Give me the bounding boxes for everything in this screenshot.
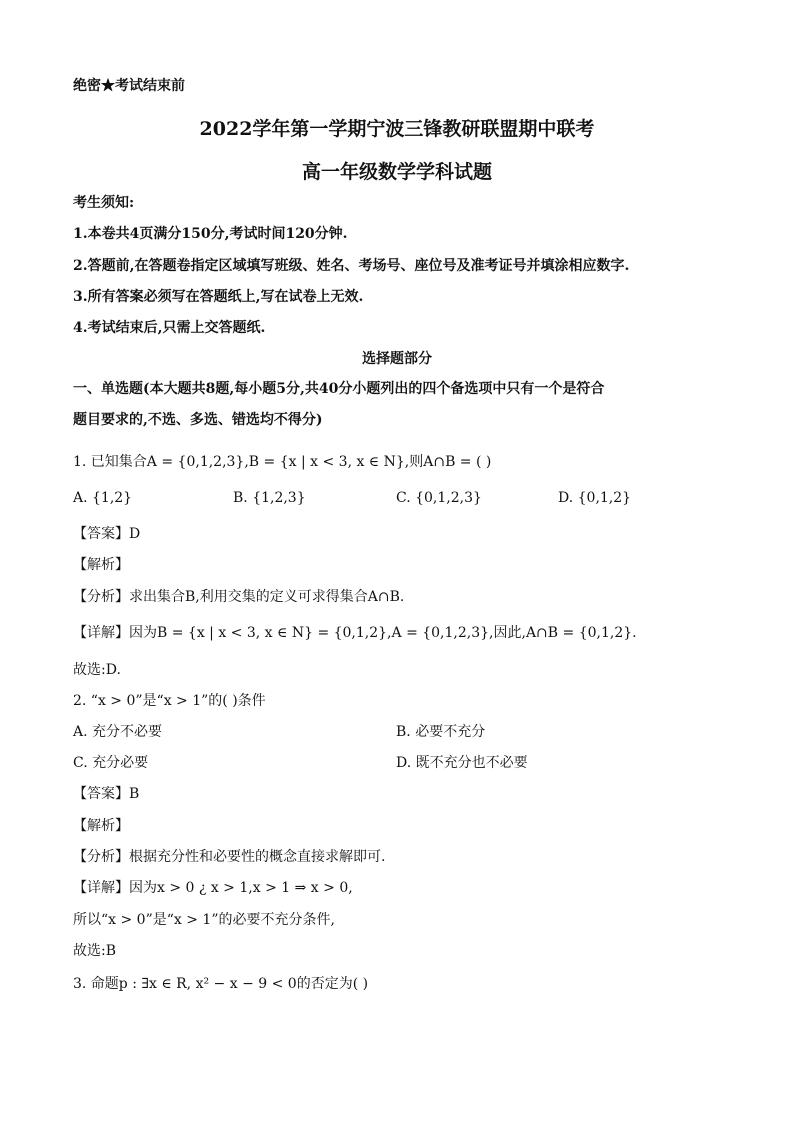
notice-item: 4.考试结束后,只需上交答题纸.	[73, 320, 266, 336]
notice-item: 1.本卷共4页满分150分,考试时间120分钟.	[73, 226, 348, 242]
section-title: 选择题部分	[362, 351, 432, 367]
notice-heading: 考生须知:	[73, 195, 135, 211]
q1-option-a: A. {1,2}	[73, 490, 133, 506]
exam-subtitle: 高一年级数学学科试题	[301, 161, 492, 183]
q2-option-d: D. 既不充分也不必要	[396, 755, 528, 771]
q2-xiangjie: 【详解】因为x > 0 ¿ x > 1,x > 1 ⇒ x > 0,	[73, 880, 353, 896]
part-instructions: 一、单选题(本大题共8题,每小题5分,共40分小题列出的四个备选项中只有一个是符合	[73, 381, 605, 397]
q2-fenxi: 【分析】根据充分性和必要性的概念直接求解即可.	[73, 849, 386, 865]
q2-analysis-label: 【解析】	[73, 818, 129, 834]
q2-option-c: C. 充分必要	[73, 755, 149, 771]
q1-xiangjie: 【详解】因为B = {x | x < 3, x ∈ N} = {0,1,2},A = {0,1,2,3},因此,A∩B = {0,1,2}.	[73, 625, 637, 641]
exam-title: 2022学年第一学期宁波三锋教研联盟期中联考	[199, 118, 595, 140]
notice-item: 3.所有答案必须写在答题纸上,写在试卷上无效.	[73, 289, 364, 305]
part-instructions-cont: 题目要求的,不选、多选、错选均不得分)	[73, 412, 323, 428]
q2-choice: 故选:B	[73, 943, 117, 959]
notice-item: 2.答题前,在答题卷指定区域填写班级、姓名、考场号、座位号及准考证号并填涂相应数字.	[73, 258, 630, 274]
q1-option-b: B. {1,2,3}	[233, 490, 306, 506]
question-2-stem: 2. “x > 0”是“x > 1”的( )条件	[73, 693, 266, 709]
secret-label: 绝密★考试结束前	[73, 78, 185, 94]
q2-option-b: B. 必要不充分	[396, 724, 486, 740]
question-3-stem: 3. 命题p : ∃x ∈ R, x² − x − 9 < 0的否定为( )	[73, 976, 369, 992]
q1-analysis-label: 【解析】	[73, 557, 129, 573]
q1-answer: 【答案】D	[73, 526, 141, 542]
q1-option-d: D. {0,1,2}	[558, 490, 632, 506]
q1-choice: 故选:D.	[73, 662, 121, 678]
q1-fenxi: 【分析】求出集合B,利用交集的定义可求得集合A∩B.	[73, 589, 405, 605]
question-1-stem: 1. 已知集合A = {0,1,2,3},B = {x | x < 3, x ∈ N},则A∩B = ( )	[73, 454, 492, 470]
q2-conclusion: 所以“x > 0”是“x > 1”的必要不充分条件,	[73, 912, 335, 928]
q2-option-a: A. 充分不必要	[73, 724, 163, 740]
q1-option-c: C. {0,1,2,3}	[396, 490, 482, 506]
q2-answer: 【答案】B	[73, 786, 140, 802]
